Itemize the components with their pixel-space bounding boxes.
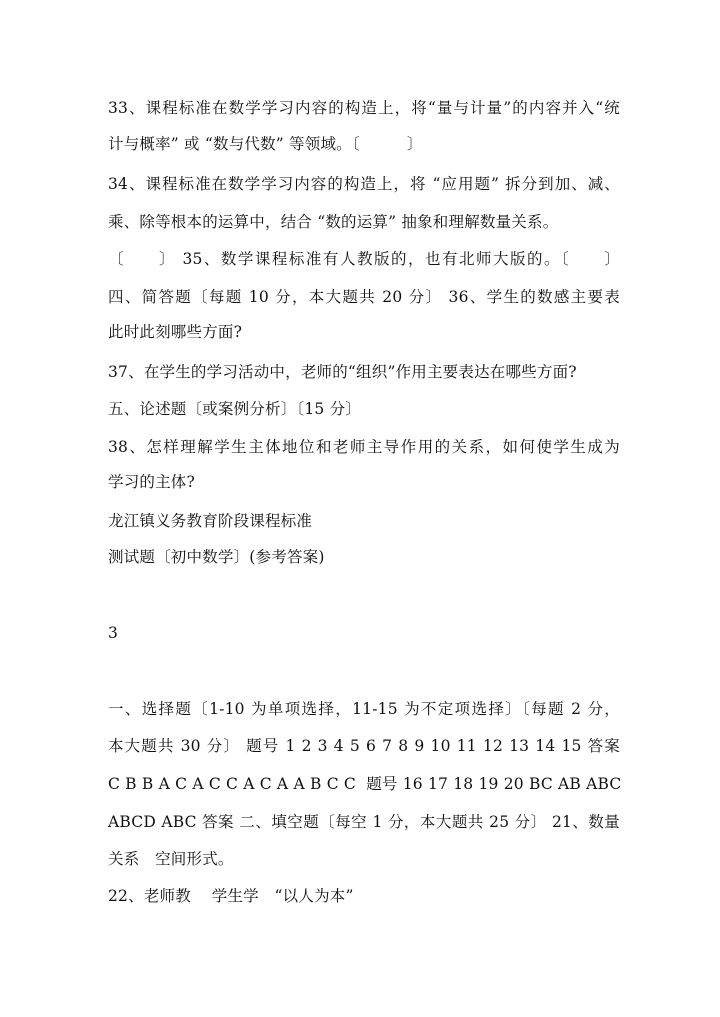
question-34-line-2: 乘、除等根本的运算中，结合 “数的运算” 抽象和理解数量关系。 — [108, 213, 559, 231]
question-37-line: 37、在学生的学习活动中，老师的“组织”作用主要表达在哪些方面? — [108, 363, 577, 381]
answer-22-line: 22、老师教 学生学 “以人为本” — [108, 887, 354, 905]
question-35-line: 〔 〕 35、数学课程标准有人教版的，也有北师大版的。〔 〕 — [108, 250, 620, 268]
answer-section-1-row-1: 本大题共 30 分〕 题号 1 2 3 4 5 6 7 8 9 10 11 12 13 14 15 答案 — [108, 737, 620, 755]
page-number: 3 — [108, 624, 119, 642]
question-34-line-1: 34、课程标准在数学学习内容的构造上，将 “应用题” 拆分到加、减、 — [108, 175, 620, 193]
answer-section-1-row-2: C B B A C A C C A C A A B C C 题号 16 17 18 19 20 BC AB ABC — [108, 775, 622, 793]
answer-section-1-heading: 一、选择题〔1-10 为单项选择，11-15 为不定项选择〕〔每题 2 分， — [108, 700, 620, 718]
question-33-line-1: 33、课程标准在数学学习内容的构造上，将“量与计量”的内容并入“统 — [108, 99, 620, 117]
answer-21-line-2: 关系 空间形式。 — [108, 850, 234, 868]
answer-section-2-heading: ABCD ABC 答案 二、填空题〔每空 1 分，本大题共 25 分〕 21、数量 — [108, 813, 620, 831]
answer-key-title: 龙江镇义务教育阶段课程标准 — [108, 512, 313, 530]
section-5-heading: 五、论述题〔或案例分析〕〔15 分〕 — [108, 400, 362, 418]
answer-key-subtitle: 测试题〔初中数学〕(参考答案) — [108, 548, 325, 566]
question-33-line-2: 计与概率” 或 “数与代数” 等领域。〔 〕 — [108, 135, 423, 153]
question-38-line-1: 38、怎样理解学生主体地位和老师主导作用的关系，如何使学生成为 — [108, 438, 620, 456]
question-36-line-2: 此时此刻哪些方面? — [108, 323, 243, 341]
section-4-heading: 四、简答题〔每题 10 分，本大题共 20 分〕 36、学生的数感主要表 — [108, 288, 620, 306]
question-38-line-2: 学习的主体? — [108, 473, 196, 491]
